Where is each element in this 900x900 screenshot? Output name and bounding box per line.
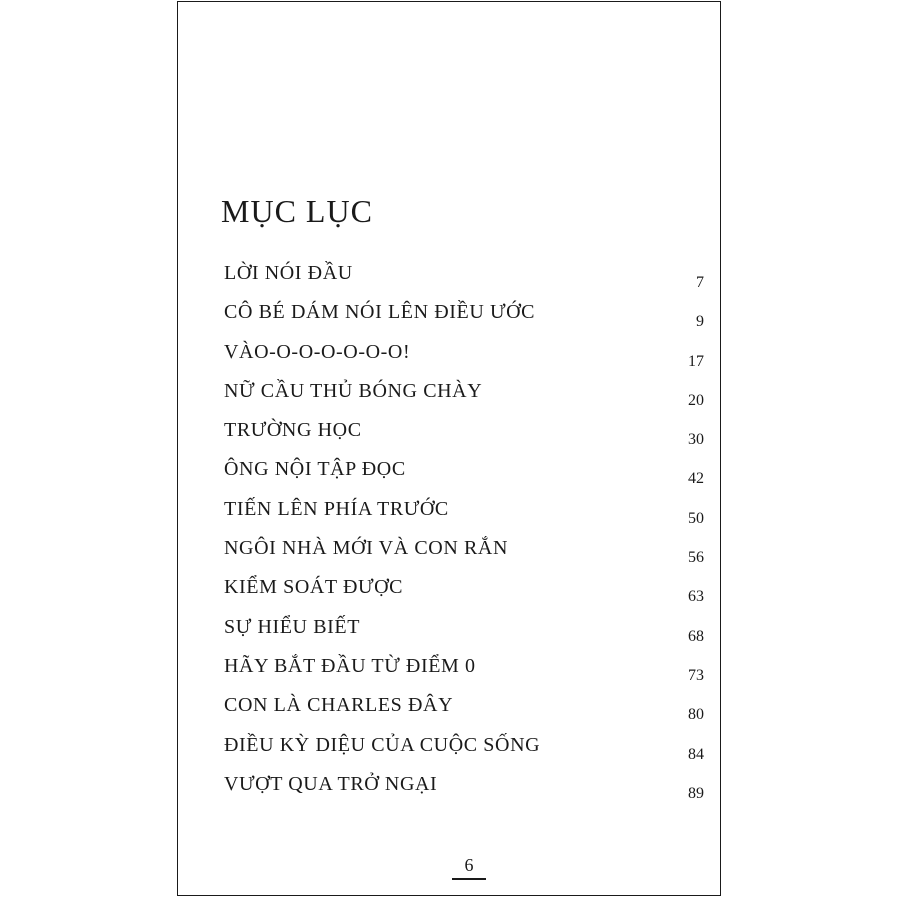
page-number: 6	[452, 854, 486, 880]
toc-entry-page: 9	[696, 313, 704, 331]
toc-entry[interactable]	[224, 262, 704, 301]
toc-list	[224, 262, 704, 812]
toc-entry-page: 89	[688, 784, 704, 802]
toc-entry[interactable]	[224, 498, 704, 537]
toc-entry-title: VƯỢT QUA TRỞ NGẠI	[224, 772, 438, 795]
toc-entry-title: SỰ HIỂU BIẾT	[224, 615, 361, 638]
toc-entry[interactable]	[224, 380, 704, 419]
toc-entry-page: 80	[688, 706, 704, 724]
toc-entry[interactable]	[224, 616, 704, 655]
toc-entry-title: LỜI NÓI ĐẦU	[224, 262, 353, 284]
toc-entry-page: 42	[688, 470, 704, 488]
toc-entry-title: ÔNG NỘI TẬP ĐỌC	[224, 458, 406, 481]
toc-entry-title: VÀO-O-O-O-O-O-O!	[224, 340, 411, 363]
toc-entry-title: CON LÀ CHARLES ĐÂY	[224, 694, 454, 717]
toc-entry-page: 84	[688, 745, 704, 763]
toc-entry[interactable]	[224, 655, 704, 694]
toc-title: MỤC LỤC	[221, 193, 373, 230]
toc-entry[interactable]	[224, 419, 704, 458]
toc-entry-title: CÔ BÉ DÁM NÓI LÊN ĐIỀU ƯỚC	[224, 301, 536, 324]
toc-entry-page: 73	[688, 666, 704, 684]
toc-entry-page: 63	[688, 588, 704, 606]
toc-entry[interactable]	[224, 773, 704, 812]
toc-entry-title: NỮ CẦU THỦ BÓNG CHÀY	[224, 379, 483, 402]
book-page	[177, 1, 721, 896]
toc-entry-title: ĐIỀU KỲ DIỆU CỦA CUỘC SỐNG	[224, 733, 541, 756]
toc-entry-page: 20	[688, 391, 704, 409]
toc-entry-page: 68	[688, 627, 704, 645]
toc-entry-title: TRƯỜNG HỌC	[224, 419, 362, 442]
toc-entry-page: 17	[688, 352, 704, 370]
toc-entry-title: NGÔI NHÀ MỚI VÀ CON RẮN	[224, 537, 508, 560]
toc-entry[interactable]	[224, 537, 704, 576]
toc-entry-title: KIỂM SOÁT ĐƯỢC	[224, 576, 404, 599]
toc-entry[interactable]	[224, 301, 704, 340]
toc-entry[interactable]	[224, 458, 704, 497]
toc-entry-page: 50	[688, 509, 704, 527]
toc-entry-title: TIẾN LÊN PHÍA TRƯỚC	[224, 497, 449, 520]
toc-entry[interactable]	[224, 576, 704, 615]
toc-entry-title: HÃY BẮT ĐẦU TỪ ĐIỂM 0	[224, 654, 476, 677]
toc-entry-page: 30	[688, 431, 704, 449]
toc-entry[interactable]	[224, 694, 704, 733]
toc-entry-page: 56	[688, 549, 704, 567]
toc-entry[interactable]	[224, 341, 704, 380]
toc-entry[interactable]	[224, 734, 704, 773]
toc-entry-page: 7	[696, 274, 704, 291]
